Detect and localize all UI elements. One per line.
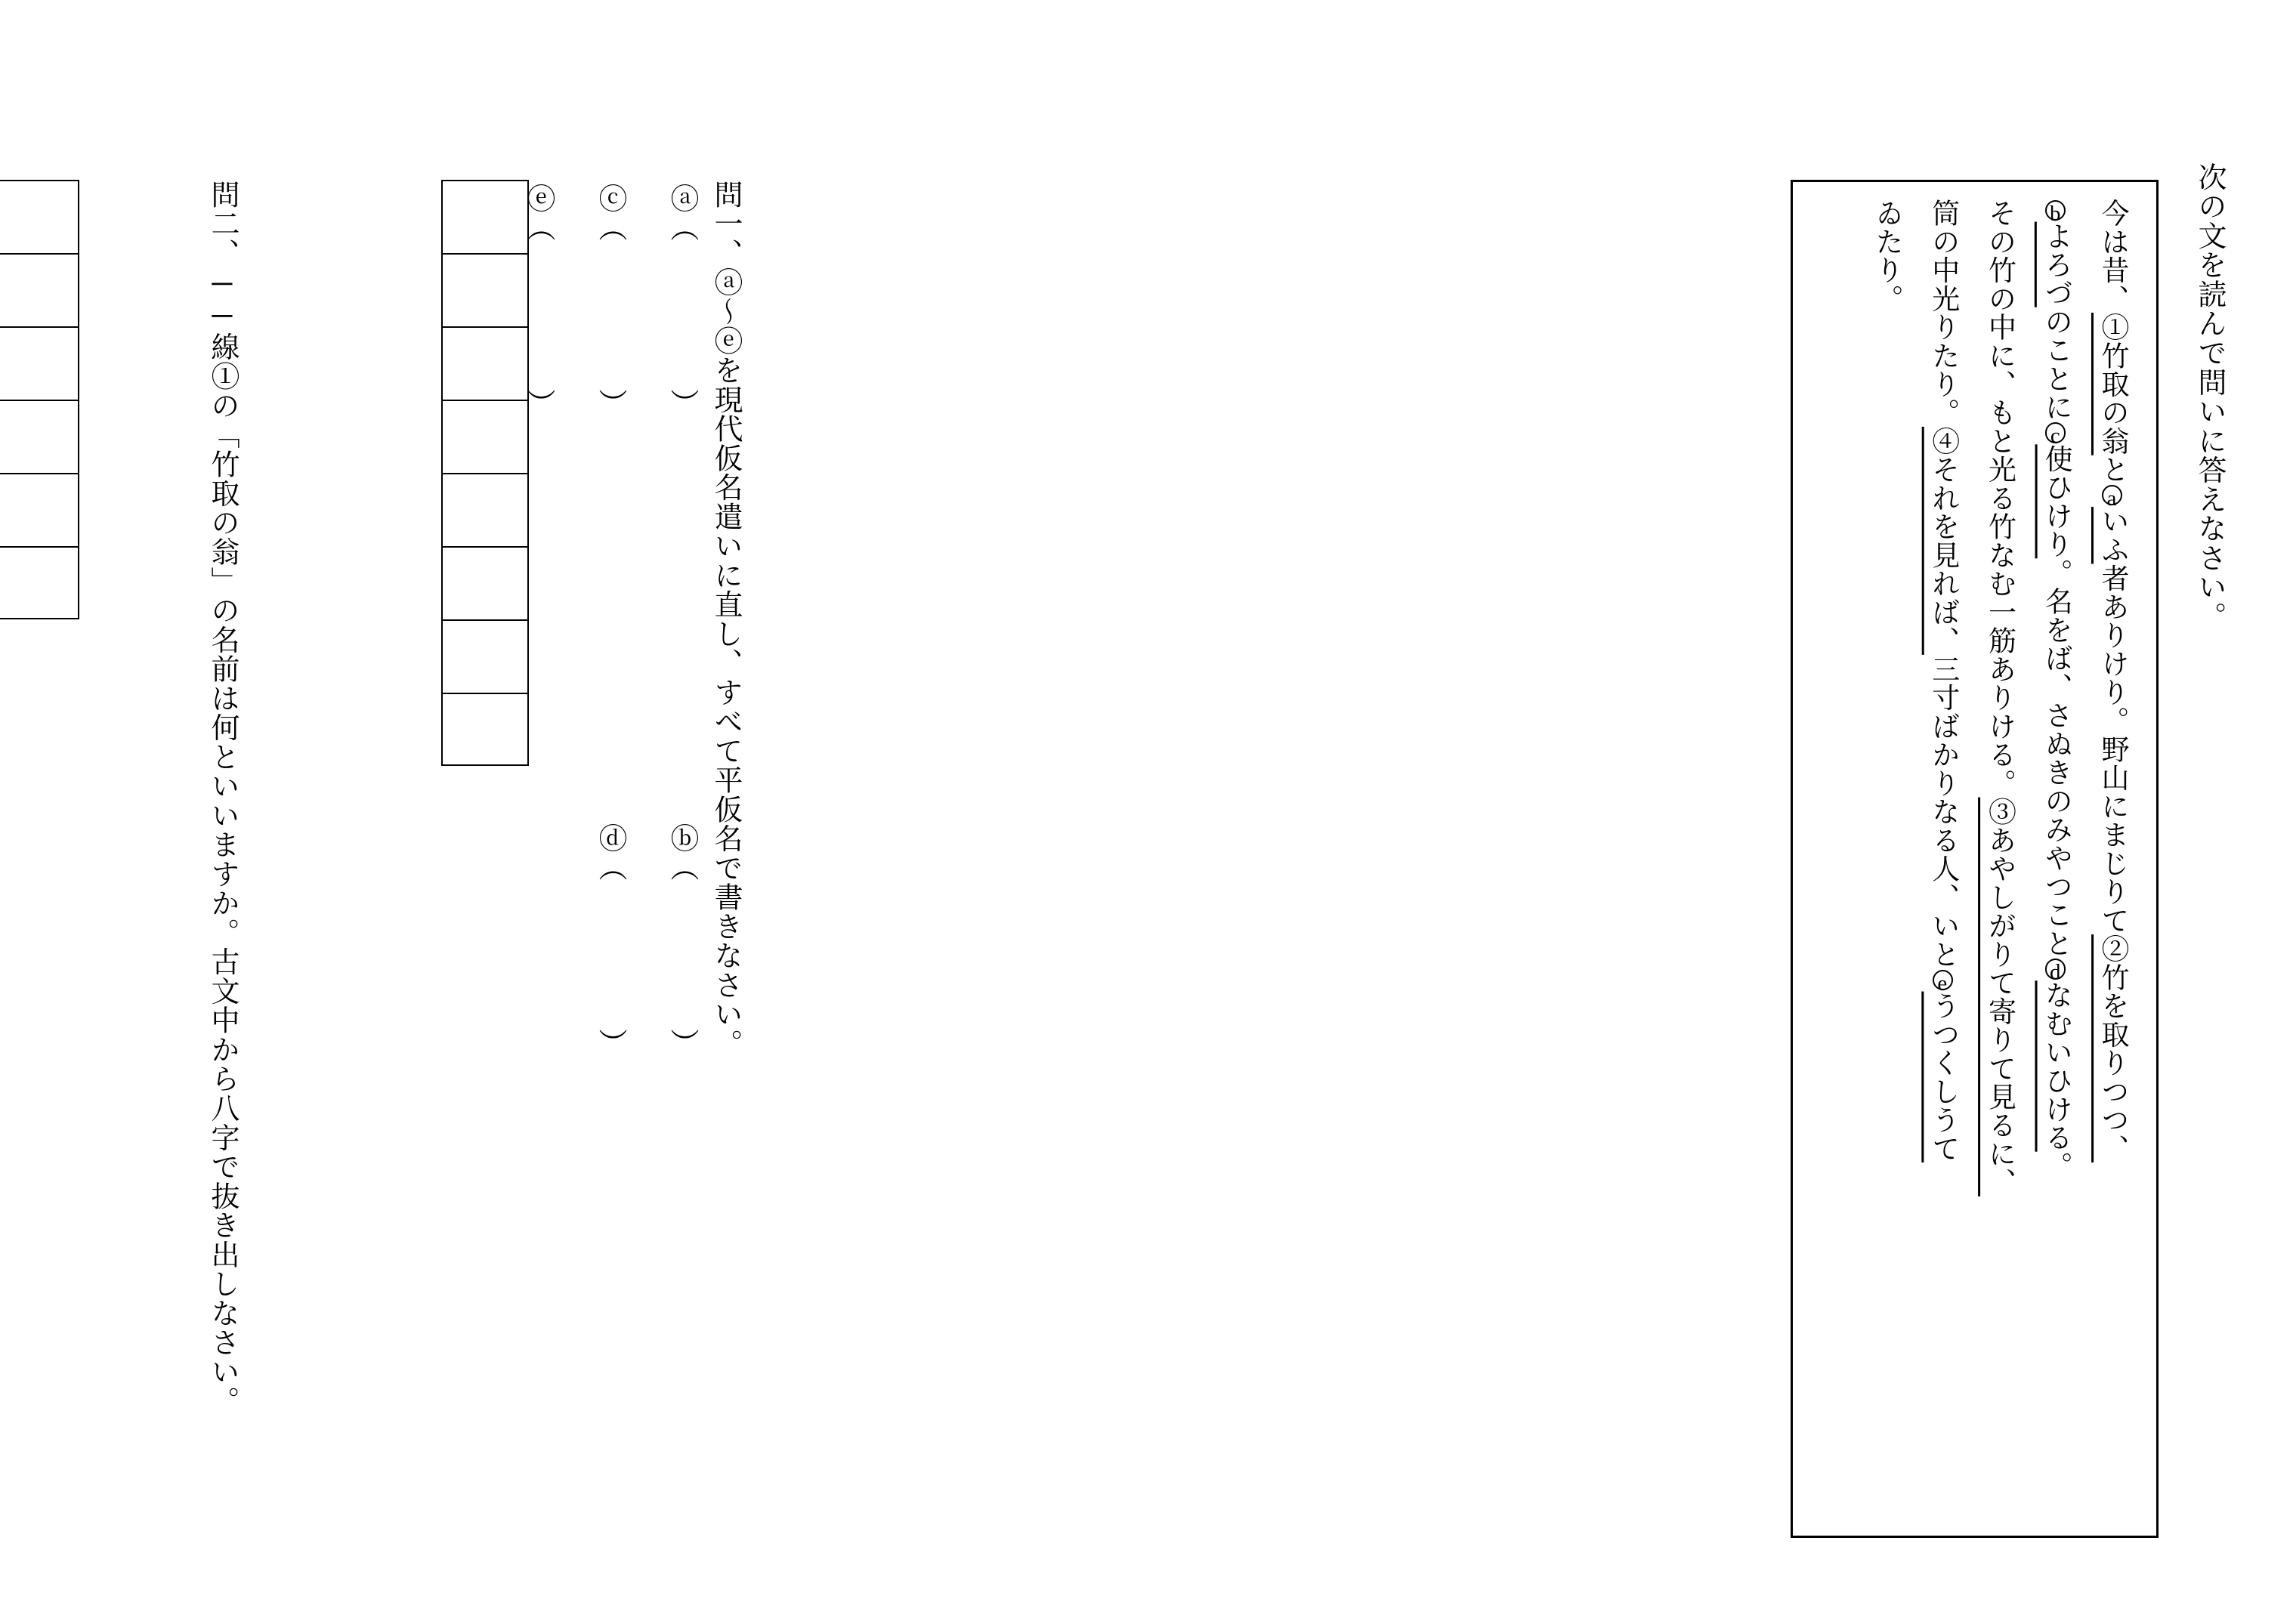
passage-run: 筒の中光りたり。 xyxy=(1927,199,1958,427)
underlined-phrase: いふ xyxy=(2097,506,2128,564)
passage-run: のことに xyxy=(2040,307,2072,421)
underlined-phrase: ③あやしがりて寄りて見るに、 xyxy=(1983,797,2015,1196)
answer-cell[interactable] xyxy=(0,474,78,548)
answer-cell[interactable] xyxy=(443,255,527,328)
answer-slot-ⓔ[interactable]: ⓔ（ ） xyxy=(522,184,554,418)
circled-marker: a xyxy=(2100,486,2124,511)
passage-line xyxy=(1857,199,1914,1521)
answer-slot-ⓓ[interactable]: ⓓ（ ） xyxy=(594,823,626,1058)
answer-cell[interactable] xyxy=(0,401,78,474)
passage-line xyxy=(2083,199,2140,1521)
instruction-text: 次の文を読んで問いに答えなさい。 xyxy=(2193,162,2225,631)
underlined-phrase: なむいひける xyxy=(2040,980,2072,1152)
answer-cell[interactable] xyxy=(0,255,78,328)
answer-cell[interactable] xyxy=(0,328,78,401)
passage-line xyxy=(1914,199,1970,1521)
passage-box xyxy=(1791,180,2159,1538)
passage-run: と xyxy=(2097,455,2128,484)
underlined-phrase: ②竹を取りつつ、 xyxy=(2097,934,2128,1163)
answer-boxes-question-2[interactable] xyxy=(441,180,529,766)
answer-cell[interactable] xyxy=(443,621,527,694)
passage-run: 。名をば、さぬきのみやつこと xyxy=(2040,558,2072,958)
answer-cell[interactable] xyxy=(443,474,527,548)
passage-line xyxy=(2027,199,2084,1521)
passage-text xyxy=(1857,199,2140,1521)
answer-cell[interactable] xyxy=(0,181,78,255)
answer-boxes-question-3[interactable] xyxy=(0,180,79,619)
answer-cell[interactable] xyxy=(443,328,527,401)
question-1-text: 問一、ⓐ〜ⓔを現代仮名遣いに直し、すべて平仮名で書きなさい。 xyxy=(709,180,741,1058)
passage-run: ゐたり。 xyxy=(1871,199,1902,313)
underlined-phrase: ①竹取の翁 xyxy=(2097,312,2128,455)
passage-run: その竹の中に、もと光る竹なむ一筋ありける。 xyxy=(1983,199,2015,798)
answer-cell[interactable] xyxy=(443,694,527,767)
underlined-phrase: ④それを見れば、 xyxy=(1927,426,1958,655)
underlined-phrase: 使ひけり xyxy=(2040,444,2072,559)
passage-run: 今は昔、 xyxy=(2097,199,2128,313)
circled-marker: b xyxy=(2043,201,2068,227)
question-2-text: 問二、──線①の「竹取の翁」の名前は何といいますか。古文中から八字で抜き出しなさい。 xyxy=(206,180,238,1416)
answer-cell[interactable] xyxy=(0,548,78,621)
answer-slot-ⓐ[interactable]: ⓐ（ ） xyxy=(666,184,697,418)
passage-run: 者ありけり。野山にまじりて xyxy=(2097,563,2128,935)
answer-cell[interactable] xyxy=(443,548,527,621)
passage-run: 。 xyxy=(2040,1151,2072,1181)
answer-slot-ⓑ[interactable]: ⓑ（ ） xyxy=(666,823,697,1058)
underlined-phrase: うつくしうて xyxy=(1927,991,1958,1162)
underlined-phrase: よろづ xyxy=(2040,221,2072,307)
circled-marker: e xyxy=(1930,971,1955,996)
answer-slot-ⓒ[interactable]: ⓒ（ ） xyxy=(594,184,626,418)
passage-line xyxy=(1970,199,2027,1521)
passage-run: 三寸ばかりなる人、いと xyxy=(1927,654,1958,968)
circled-marker: c xyxy=(2043,424,2068,449)
question-2 xyxy=(197,180,248,1416)
answer-cell[interactable] xyxy=(443,181,527,255)
answer-cell[interactable] xyxy=(443,401,527,474)
question-1 xyxy=(700,180,751,1058)
circled-marker: d xyxy=(2043,960,2068,986)
